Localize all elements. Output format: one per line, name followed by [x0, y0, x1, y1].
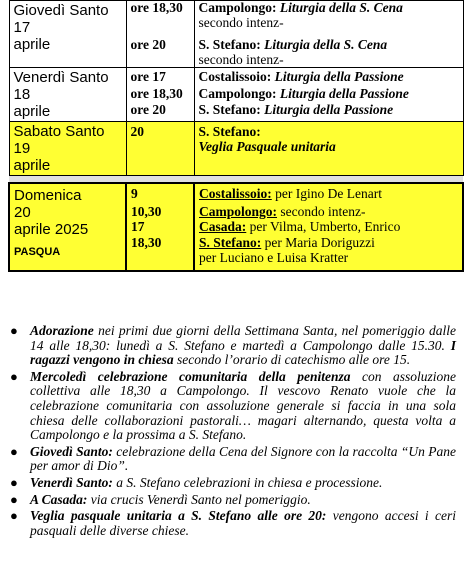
- event-desc: Liturgia della Passione: [274, 69, 404, 84]
- day-name: Domenica: [14, 187, 82, 204]
- schedule-table-wrapper: [8, 0, 462, 272]
- events-cell: [194, 1, 463, 68]
- note-text: a S. Stefano celebrazioni in chiesa e processione.: [112, 474, 383, 490]
- day-name: Venerdì Santo: [13, 69, 109, 86]
- list-item: [8, 493, 456, 508]
- event-place: S. Stefano:: [199, 234, 262, 250]
- bullet-icon: ●: [10, 368, 18, 384]
- day-cell: [9, 183, 126, 271]
- events-cell: [194, 183, 463, 271]
- day-month: aprile: [13, 36, 51, 53]
- hour: ore 20: [130, 37, 166, 52]
- list-item: [8, 370, 456, 443]
- hour: 17: [131, 219, 145, 234]
- notes-section: [8, 324, 456, 540]
- bullet-icon: ●: [10, 323, 18, 338]
- day-month: aprile 2025: [14, 221, 89, 238]
- note-text: via crucis Venerdì Santo nel pomeriggio.: [87, 491, 311, 507]
- event-place: Costalissoio:: [199, 186, 272, 201]
- note-text: con assoluzione collettiva alle 18,30 a Campolongo. Il vescovo Renato vuole che la celebrazione comunitaria con assoluzione generale si faccia in una sola chiesa delle collaborazioni pastorali… magari alternando, questa volta a Campolongo e la prossima a S. Stefano.: [30, 368, 457, 443]
- day-number: 18: [13, 86, 31, 103]
- bullet-icon: ●: [10, 508, 18, 524]
- event-desc: Liturgia della S. Cena: [264, 37, 388, 52]
- event-place: Casada:: [199, 219, 247, 234]
- bullet-icon: ●: [10, 491, 18, 507]
- day-number: 19: [13, 140, 31, 157]
- day-cell: [9, 1, 126, 68]
- note-heading: Veglia pasquale unitaria a S. Stefano alle ore 20:: [30, 508, 327, 524]
- event-desc: per Luciano e Luisa Kratter: [199, 250, 349, 265]
- hour: ore 18,30: [130, 85, 183, 101]
- note-text: celebrazione della Cena del Signore con la raccolta “Un Pane per amor di Dio”.: [30, 443, 456, 474]
- events-cell: [194, 122, 463, 176]
- events-cell: [194, 68, 463, 122]
- note-heading: Venerdì Santo:: [30, 474, 113, 490]
- event-place: Costalissoio:: [198, 69, 272, 84]
- hours-cell: [126, 1, 194, 68]
- hour: 10,30: [131, 203, 162, 219]
- list-item: [8, 509, 456, 538]
- table-row: [9, 1, 463, 68]
- note-heading: A Casada:: [30, 491, 88, 507]
- event-desc: Veglia Pasquale unitaria: [198, 138, 336, 154]
- day-number: 17: [13, 19, 31, 36]
- event-desc: secondo intenz-: [198, 51, 284, 67]
- note-text: vengono accesi i ceri pasquali delle diverse chiese.: [30, 508, 457, 538]
- event-place: S. Stefano:: [198, 124, 261, 139]
- event-desc: Liturgia della Passione: [264, 102, 394, 117]
- event-place: S. Stefano:: [198, 37, 261, 52]
- hour: ore 20: [130, 102, 166, 117]
- day-cell: [9, 68, 126, 122]
- event-place: Campolongo:: [198, 0, 277, 15]
- notes-list: [8, 324, 456, 538]
- event-desc: secondo intenz-: [198, 14, 284, 30]
- day-name: Giovedì Santo: [13, 2, 109, 19]
- note-heading: Mercoledì celebrazione comunitaria della penitenza: [30, 368, 351, 384]
- event-desc: Liturgia della Passione: [279, 85, 409, 101]
- hour: ore 17: [130, 69, 166, 84]
- table-row: [9, 183, 463, 271]
- event-desc: Liturgia della S. Cena: [279, 0, 403, 15]
- day-name: Sabato Santo: [13, 123, 105, 140]
- hour: 18,30: [131, 234, 162, 250]
- note-heading: Giovedì Santo:: [30, 443, 113, 459]
- hours-cell: [126, 122, 194, 176]
- table-row: [9, 122, 463, 176]
- note-text: nei primi due giorni della Settimana Santa, nel pomeriggio dalle 14 alle 18,30: lunedì a S. Stefano e martedì a Campolongo dalle 15.30.: [30, 323, 456, 353]
- event-desc: per Igino De Lenart: [275, 186, 382, 201]
- separator-row: [9, 176, 463, 184]
- hours-cell: [126, 183, 194, 271]
- hour: 9: [131, 186, 138, 201]
- day-month: aprile: [13, 103, 51, 120]
- event-place: Campolongo:: [199, 203, 278, 219]
- pasqua-label: PASQUA: [14, 246, 61, 258]
- event-desc: per Vilma, Umberto, Enrico: [249, 219, 401, 234]
- hour: ore 18,30: [130, 0, 183, 15]
- note-heading: Adorazione: [30, 323, 94, 338]
- list-item: [8, 476, 456, 491]
- schedule-table: [8, 0, 464, 272]
- bullet-icon: ●: [10, 474, 18, 490]
- note-emphasis: I ragazzi vengono in chiesa: [30, 337, 456, 368]
- event-desc: secondo intenz-: [280, 203, 366, 219]
- day-cell: [9, 122, 126, 176]
- list-item: [8, 324, 456, 368]
- hour: 20: [130, 124, 144, 139]
- note-text: secondo l’orario di catechismo alle ore 15.: [173, 352, 411, 368]
- day-number: 20: [14, 204, 31, 221]
- bullet-icon: ●: [10, 443, 18, 459]
- hours-cell: [126, 68, 194, 122]
- list-item: [8, 445, 456, 474]
- event-place: Campolongo:: [198, 85, 277, 101]
- table-row: [9, 68, 463, 122]
- event-desc: per Maria Doriguzzi: [264, 234, 375, 250]
- day-month: aprile: [13, 157, 51, 174]
- event-place: S. Stefano:: [198, 102, 261, 117]
